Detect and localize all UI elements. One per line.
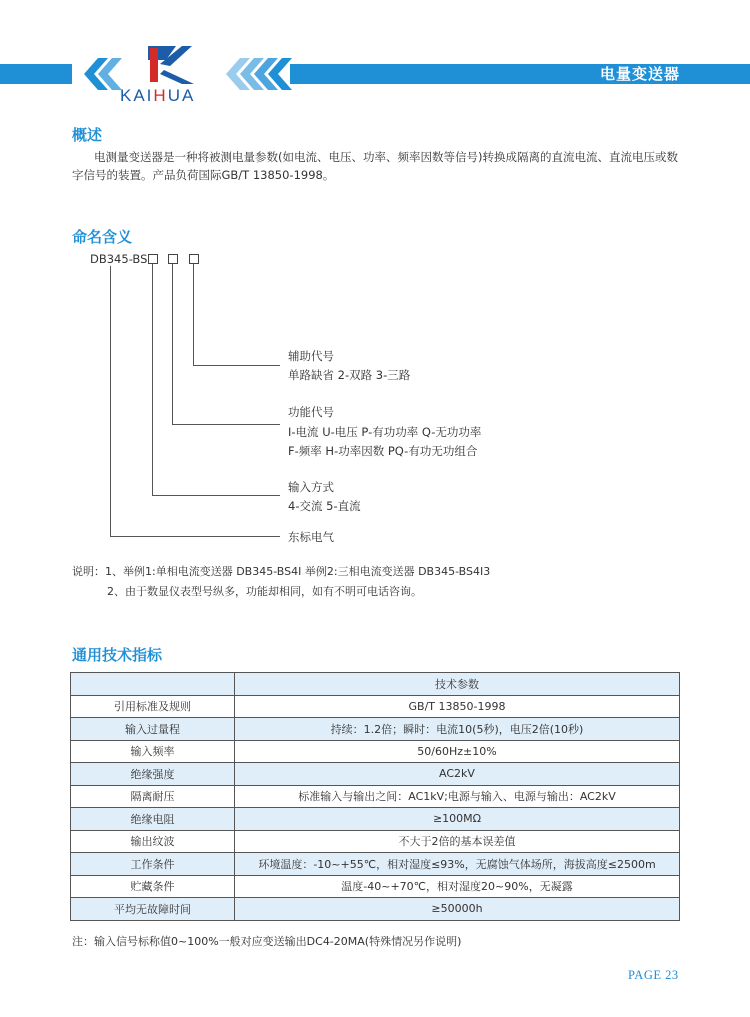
connector-line: [193, 365, 280, 366]
section-title-naming: 命名含义: [72, 228, 133, 246]
table-cell: AC2kV: [235, 763, 680, 786]
table-cell: 输入频率: [71, 740, 235, 763]
chevron-left-icon: [268, 58, 292, 90]
table-cell: 绝缘强度: [71, 763, 235, 786]
table-row: [71, 718, 680, 741]
table-cell: GB/T 13850-1998: [235, 695, 680, 718]
label-aux-line: 单路缺省 2-双路 3-三路: [288, 368, 411, 382]
table-cell: 标准输入与输出之间：AC1kV;电源与输入、电源与输出：AC2kV: [235, 785, 680, 808]
page-number: PAGE 23: [628, 968, 679, 982]
table-cell: 贮藏条件: [71, 875, 235, 898]
table-cell: 环境温度：-10~+55℃，相对湿度≤93%，无腐蚀气体场所，海拔高度≤2500m: [235, 853, 680, 876]
note-line-2: 2、由于数显仪表型号纵多，功能却相同，如有不明可电话咨询。: [107, 585, 422, 598]
table-cell: 持续：1.2倍；瞬时：电流10(5秒)，电压2倍(10秒): [235, 718, 680, 741]
label-brand-title: 东标电气: [288, 530, 334, 544]
connector-line: [110, 266, 111, 536]
label-func-line1: I-电流 U-电压 P-有功功率 Q-无功功率: [288, 425, 482, 439]
table-cell: 温度-40~+70℃，相对湿度20~90%，无凝露: [235, 875, 680, 898]
connector-line: [172, 424, 280, 425]
table-cell: 不大于2倍的基本误差值: [235, 830, 680, 853]
chevron-left-icon: [98, 58, 122, 90]
table-cell: 50/60Hz±10%: [235, 740, 680, 763]
table-header-cell: 技术参数: [235, 673, 680, 696]
table-row: [71, 898, 680, 921]
label-input-title: 输入方式: [288, 480, 334, 494]
company-brand: KAIHUA: [120, 86, 196, 105]
connector-line: [110, 536, 280, 537]
table-cell: 平均无故障时间: [71, 898, 235, 921]
table-header-row: [71, 673, 680, 696]
section-title-overview: 概述: [72, 126, 103, 144]
overview-paragraph: 电测量变送器是一种将被测电量参数(如电流、电压、功率、频率因数等信号)转换成隔离的直流电流、直流电压或数字信号的装置。产品负荷国际GB/T 13850-1998。: [72, 150, 678, 182]
section-title-specs: 通用技术指标: [72, 646, 163, 664]
table-row: [71, 875, 680, 898]
table-row: [71, 763, 680, 786]
table-cell: ≥100MΩ: [235, 808, 680, 831]
table-cell: ≥50000h: [235, 898, 680, 921]
table-cell: 引用标准及规则: [71, 695, 235, 718]
label-func-title: 功能代号: [288, 405, 334, 419]
connector-line: [172, 264, 173, 424]
label-aux-title: 辅助代号: [288, 349, 334, 363]
code-box-function: [168, 254, 178, 264]
table-cell: 隔离耐压: [71, 785, 235, 808]
table-row: [71, 830, 680, 853]
table-row: [71, 785, 680, 808]
table-header-cell: [71, 673, 235, 696]
table-row: [71, 808, 680, 831]
code-box-input: [148, 254, 158, 264]
label-func-line2: F-频率 H-功率因数 PQ-有功无功组合: [288, 444, 478, 458]
table-row: [71, 695, 680, 718]
table-footnote: 注：输入信号标称值0~100%一般对应变送输出DC4-20MA(特殊情况另作说明): [72, 935, 462, 948]
table-row: [71, 740, 680, 763]
table-cell: 绝缘电阻: [71, 808, 235, 831]
code-box-auxiliary: [189, 254, 199, 264]
header-title: 电量变送器: [599, 65, 680, 83]
table-cell: 输出纹波: [71, 830, 235, 853]
model-prefix: DB345-BS: [90, 252, 148, 266]
note-line-1: 说明：1、举例1:单相电流变送器 DB345-BS4I 举例2:三相电流变送器 DB345-BS4I3: [72, 565, 491, 578]
connector-line: [152, 264, 153, 495]
table-cell: 输入过量程: [71, 718, 235, 741]
table-row: [71, 853, 680, 876]
connector-line: [152, 495, 280, 496]
spec-table: [70, 672, 680, 921]
label-input-line: 4-交流 5-直流: [288, 499, 361, 513]
connector-line: [193, 264, 194, 365]
table-cell: 工作条件: [71, 853, 235, 876]
